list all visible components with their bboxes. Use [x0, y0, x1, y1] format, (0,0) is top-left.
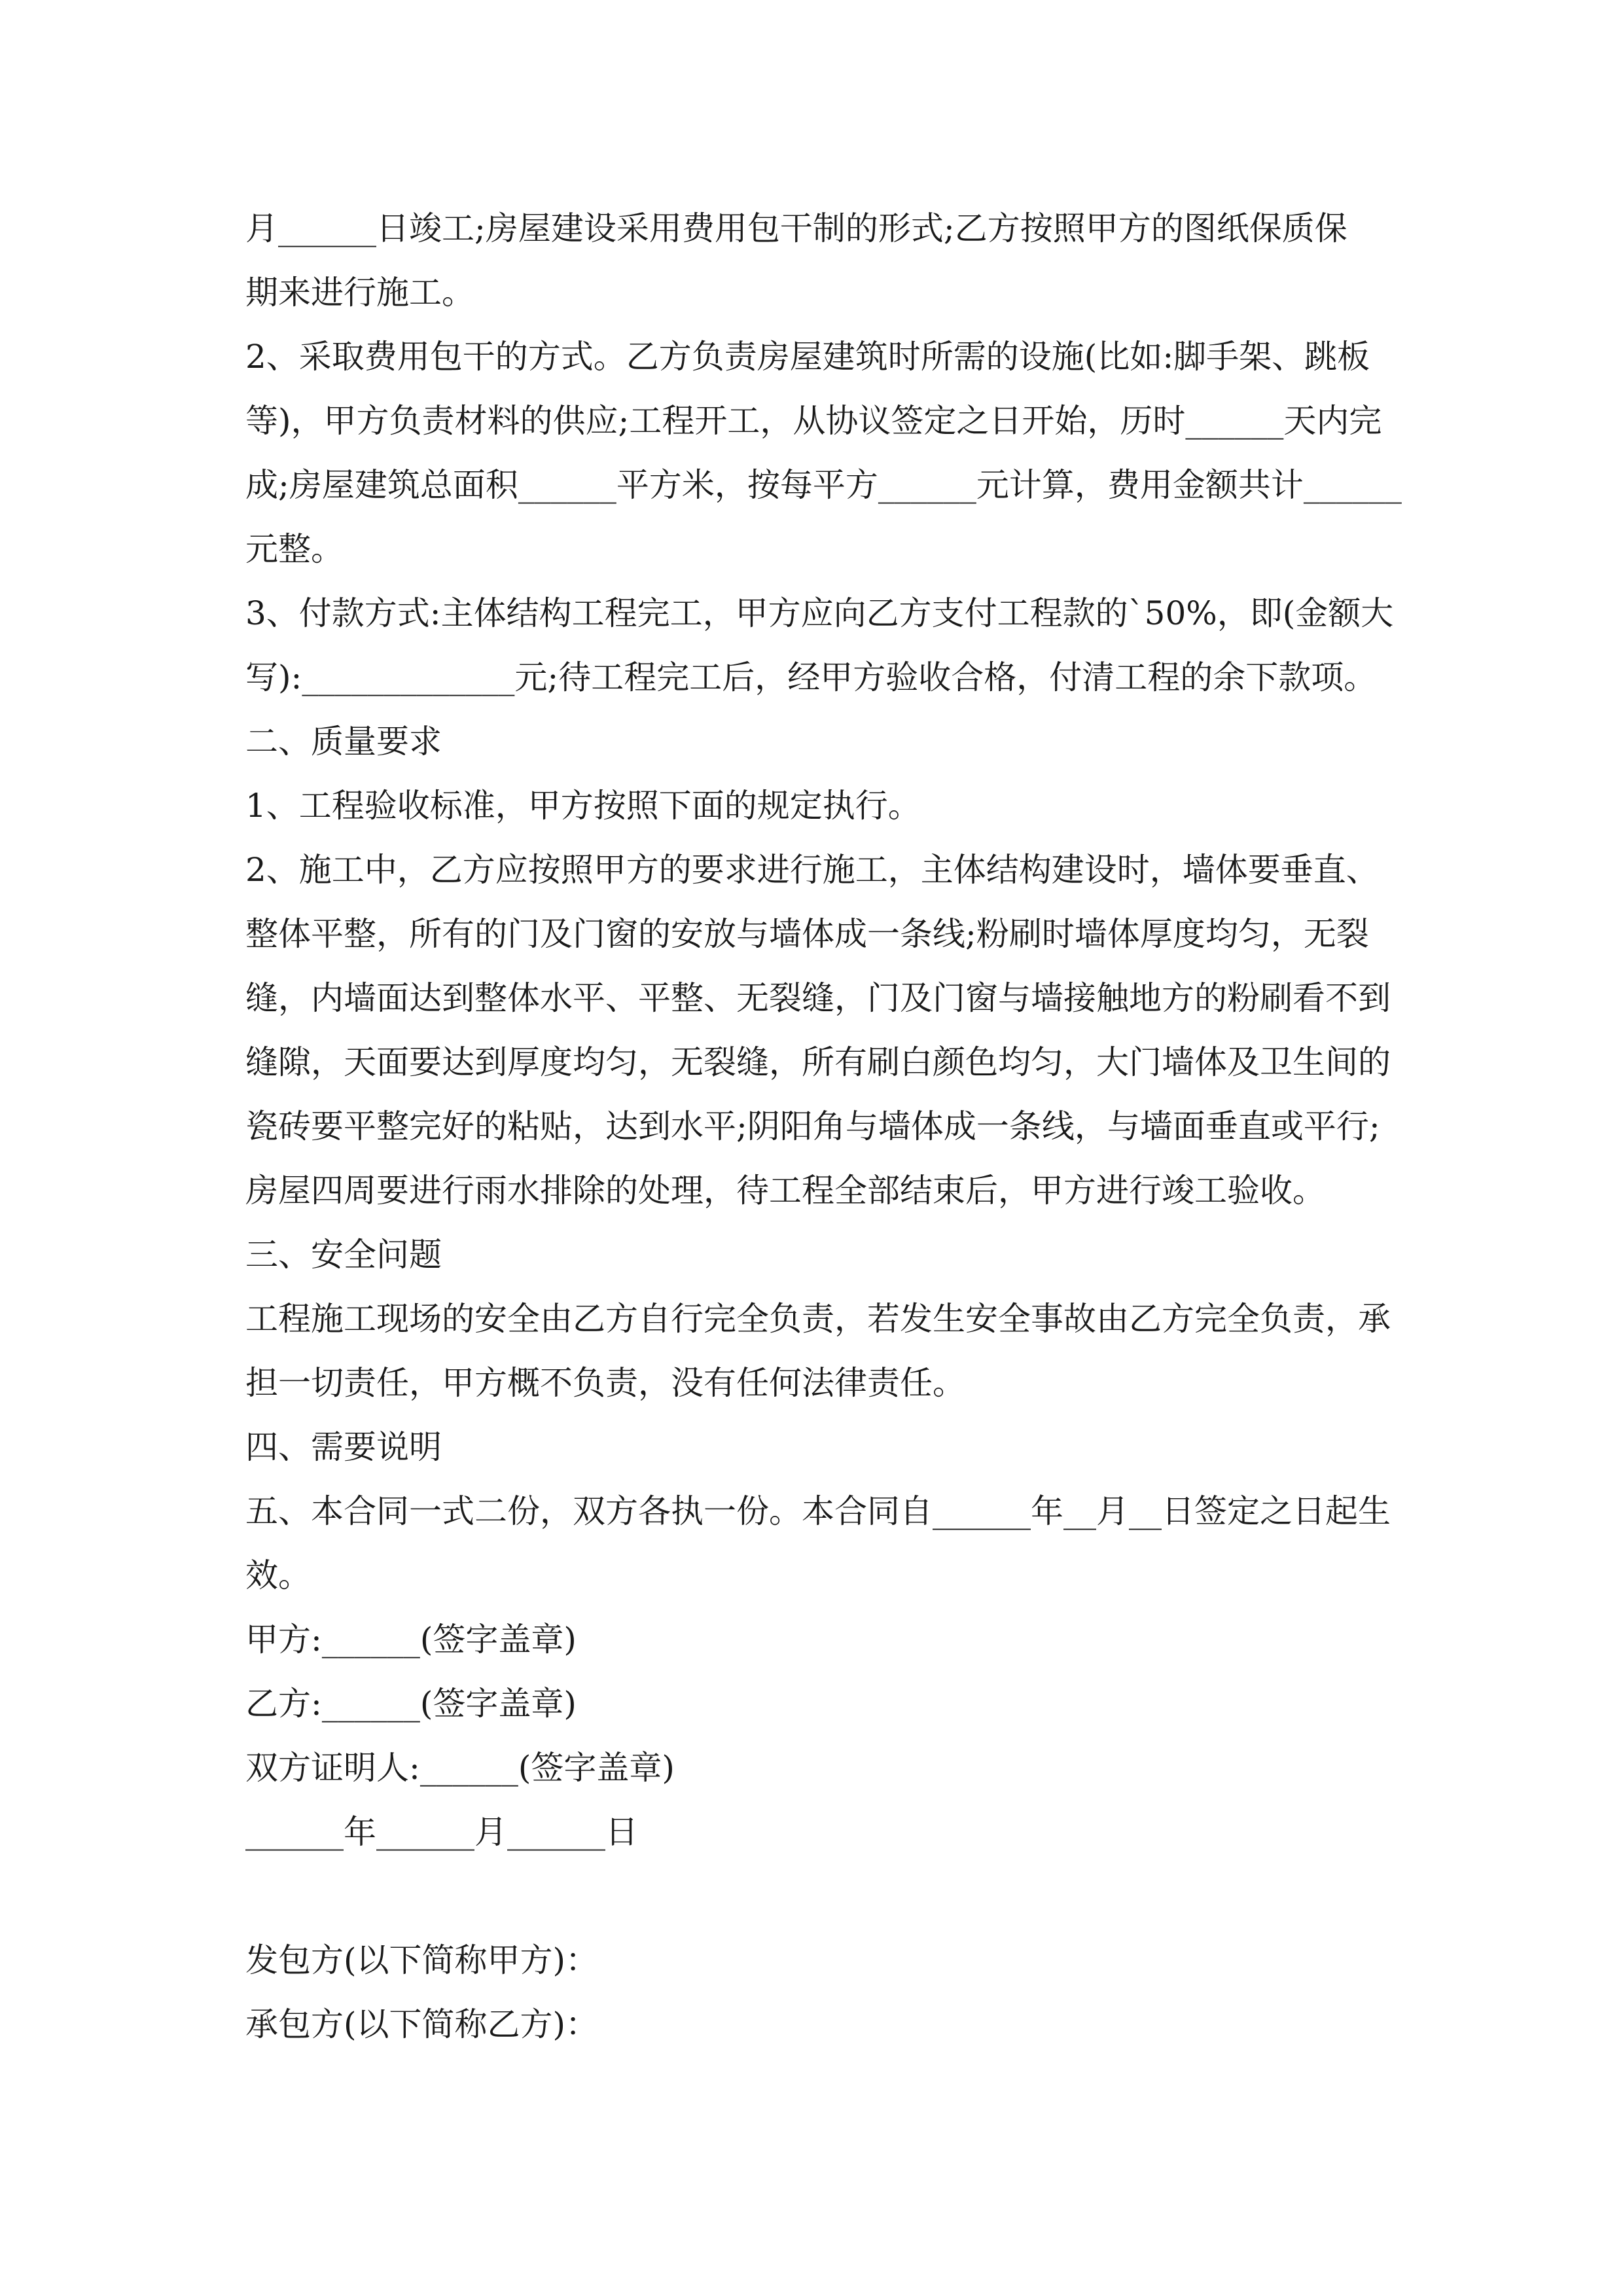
date-line: ______年______月______日: [245, 1813, 638, 1851]
signature-line-witness: 双方证明人:______(签字盖章): [245, 1749, 675, 1787]
signature-line-party-a: 甲方:______(签字盖章): [245, 1621, 577, 1659]
text-line: 2、采取费用包干的方式。乙方负责房屋建筑时所需的设施(比如:脚手架、跳板: [245, 338, 1370, 376]
text-line: 月______日竣工;房屋建设采用费用包干制的形式;乙方按照甲方的图纸保质保: [245, 209, 1347, 247]
text-line: 效。: [245, 1556, 311, 1594]
blank-gap: [245, 1864, 1384, 1928]
text-line: 1、工程验收标准，甲方按照下面的规定执行。: [245, 787, 921, 825]
section-heading: 二、质量要求: [245, 723, 442, 761]
text-line: 担一切责任，甲方概不负责，没有任何法律责任。: [245, 1364, 965, 1402]
text-line: 缝，内墙面达到整体水平、平整、无裂缝，门及门窗与墙接触地方的粉刷看不到: [245, 979, 1391, 1017]
section-heading: 三、安全问题: [245, 1236, 442, 1274]
signature-line-party-b: 乙方:______(签字盖章): [245, 1685, 577, 1723]
text-line: 写):_____________元;待工程完工后，经甲方验收合格，付清工程的余下款项。: [245, 658, 1377, 696]
text-line: 五、本合同一式二份，双方各执一份。本合同自______年__月__日签定之日起生: [245, 1492, 1391, 1530]
text-line: 瓷砖要平整完好的粘贴，达到水平;阴阳角与墙体成一条线，与墙面垂直或平行;: [245, 1107, 1380, 1145]
text-line: 成;房屋建筑总面积______平方米，按每平方______元计算，费用金额共计______: [245, 466, 1402, 504]
text-line: 房屋四周要进行雨水排除的处理，待工程全部结束后，甲方进行竣工验收。: [245, 1172, 1325, 1210]
section-heading: 四、需要说明: [245, 1428, 442, 1466]
text-line: 工程施工现场的安全由乙方自行完全负责，若发生安全事故由乙方完全负责，承: [245, 1300, 1391, 1338]
contract-page: [245, 196, 1402, 2056]
text-line: 2、施工中，乙方应按照甲方的要求进行施工，主体结构建设时，墙体要垂直、: [245, 851, 1379, 889]
text-line: 整体平整，所有的门及门窗的安放与墙体成一条线;粉刷时墙体厚度均匀，无裂: [245, 915, 1369, 953]
party-b-line: 承包方(以下简称乙方)：: [245, 2005, 599, 2043]
party-a-line: 发包方(以下简称甲方)：: [245, 1941, 599, 1979]
text-line: 元整。: [245, 530, 344, 568]
text-line: 3、付款方式:主体结构工程完工，甲方应向乙方支付工程款的`50%，即(金额大: [245, 594, 1394, 632]
text-line: 等)，甲方负责材料的供应;工程开工，从协议签定之日开始，历时______天内完: [245, 402, 1382, 440]
text-line: 缝隙，天面要达到厚度均匀，无裂缝，所有刷白颜色均匀，大门墙体及卫生间的: [245, 1043, 1391, 1081]
text-line: 期来进行施工。: [245, 274, 474, 312]
